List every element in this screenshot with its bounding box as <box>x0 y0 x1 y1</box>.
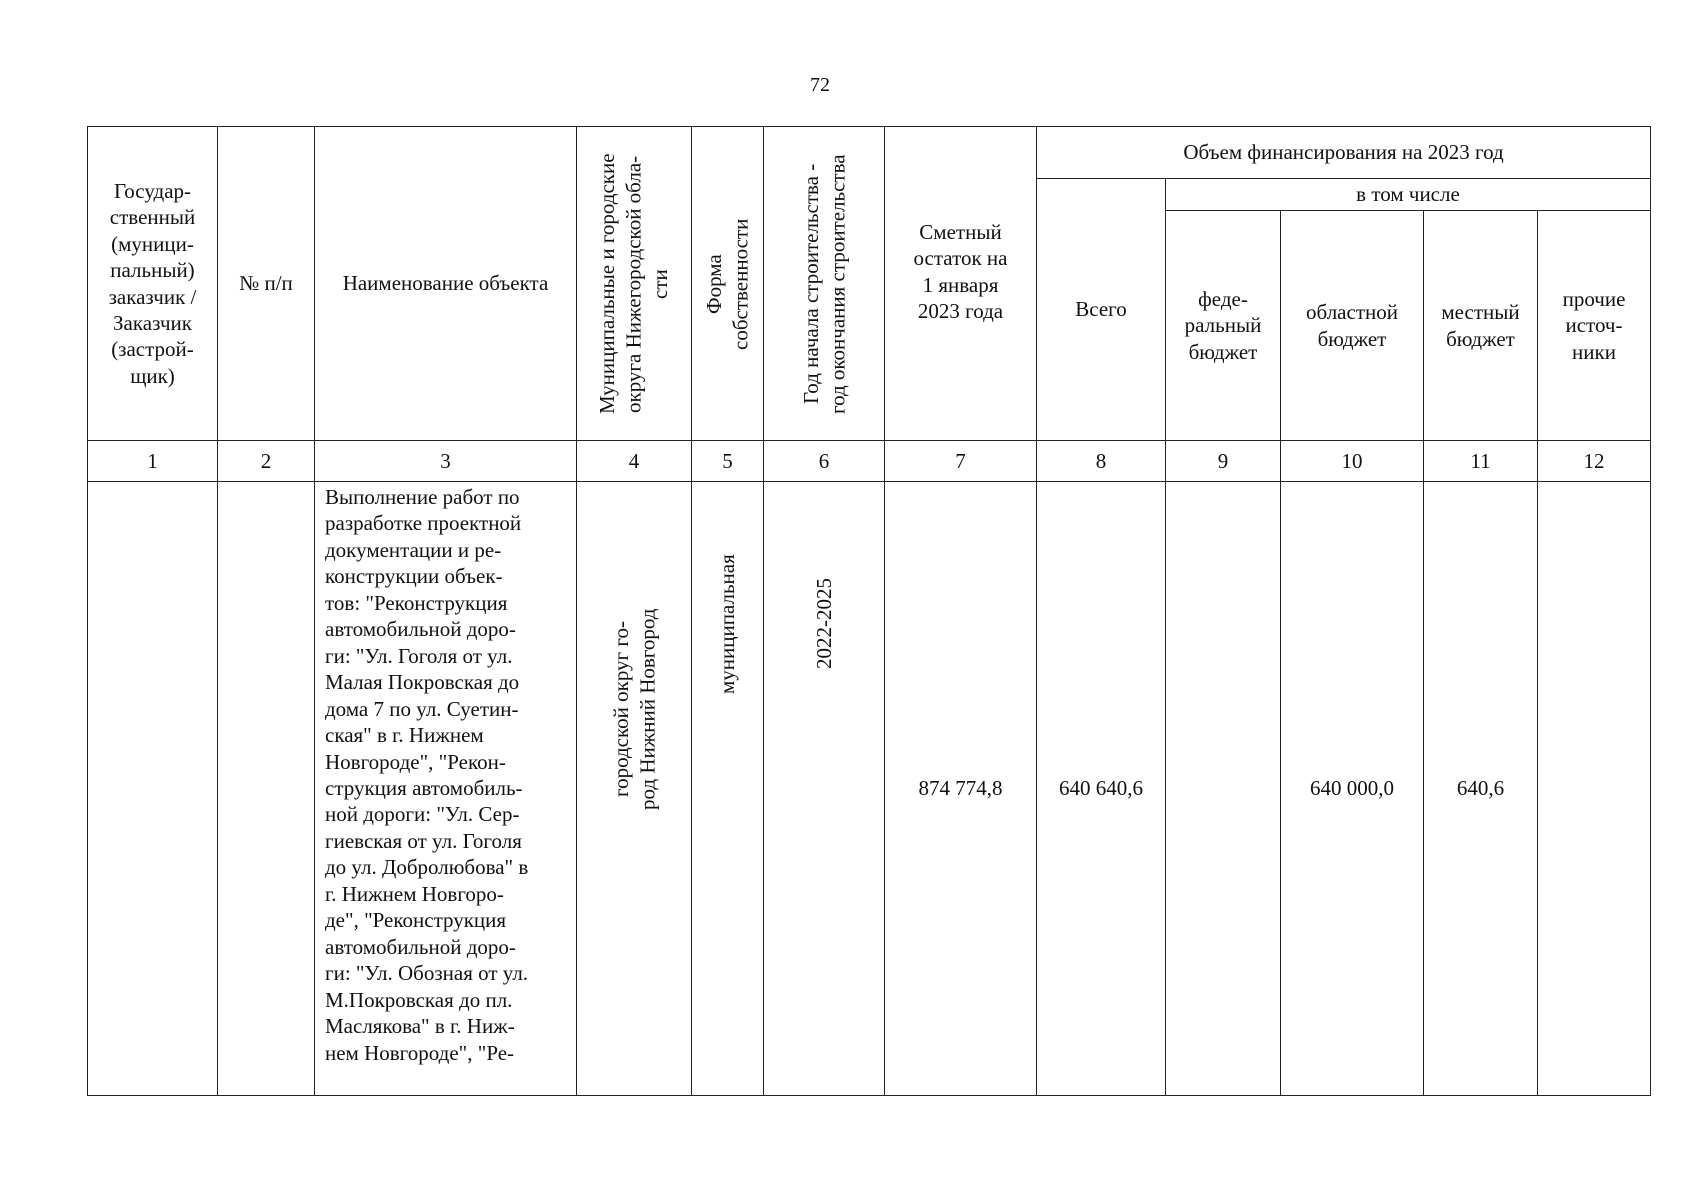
header-municipalities <box>577 127 692 441</box>
cell-row-number <box>218 482 315 1096</box>
cell-customer <box>88 482 218 1096</box>
column-number: 1 <box>88 441 218 482</box>
column-number: 4 <box>577 441 692 482</box>
cell-local: 640,6 <box>1424 482 1538 1096</box>
header-ownership-label: Форма собственности <box>702 217 753 350</box>
column-number: 12 <box>1538 441 1651 482</box>
column-number: 9 <box>1166 441 1281 482</box>
column-number: 6 <box>764 441 885 482</box>
cell-estimated-balance: 874 774,8 <box>885 482 1037 1096</box>
cell-object-name <box>315 482 577 1096</box>
header-financing-group: Объем финансирования на 2023 год <box>1037 127 1651 179</box>
cell-regional: 640 000,0 <box>1281 482 1424 1096</box>
header-local: местный бюджет <box>1424 211 1538 441</box>
ownership-text: муниципальная <box>715 554 740 695</box>
column-number: 5 <box>692 441 764 482</box>
cell-municipality <box>577 482 692 1096</box>
table-row <box>88 482 1651 1096</box>
cell-ownership <box>692 482 764 1096</box>
object-name-text: Выполнение работ по разработке проектной документации и ре- конструкции объек- тов: "Реконструкция автомобильной доро- ги: "Ул. Гоголя от ул. Малая Покровская до дома 7 по ул. Суетин- ская" в г. Нижнем Новгороде", "Рекон- струкция автомобиль- ной дороги: "Ул. Сер- гиевская от ул. Гоголя до ул. Добролюбова" в г. Нижнем Новгоро- де", "Реконструкция автомобильной доро- ги: "Ул. Обозная от ул. М.Покровская до пл. Маслякова" в г. Ниж- нем Новгороде", "Ре- <box>325 485 529 1065</box>
column-number: 11 <box>1424 441 1538 482</box>
financing-table <box>87 126 1651 1096</box>
header-years <box>764 127 885 441</box>
column-number: 10 <box>1281 441 1424 482</box>
header-other: прочие источ- ники <box>1538 211 1651 441</box>
municipality-text: городской округ го- род Нижний Новгород <box>608 608 659 810</box>
column-number-row <box>88 441 1651 482</box>
page-number: 72 <box>810 74 830 96</box>
cell-total: 640 640,6 <box>1037 482 1166 1096</box>
header-including: в том числе <box>1166 179 1651 211</box>
column-number: 2 <box>218 441 315 482</box>
column-number: 7 <box>885 441 1037 482</box>
column-number: 8 <box>1037 441 1166 482</box>
header-total: Всего <box>1037 179 1166 441</box>
years-text: 2022-2025 <box>811 578 836 670</box>
header-row-number: № п/п <box>218 127 315 441</box>
cell-other <box>1538 482 1651 1096</box>
header-ownership <box>692 127 764 441</box>
header-federal: феде- ральный бюджет <box>1166 211 1281 441</box>
header-years-label: Год начала строительства - год окончания строительства <box>798 153 849 414</box>
header-row-1 <box>88 127 1651 179</box>
header-customer: Государ- ственный (муници- пальный) заказчик / Заказчик (застрой- щик) <box>88 127 218 441</box>
header-object-name: Наименование объекта <box>315 127 577 441</box>
header-municipalities-label: Муниципальные и городские округа Нижегородской обла- сти <box>595 153 673 414</box>
cell-federal <box>1166 482 1281 1096</box>
cell-years <box>764 482 885 1096</box>
header-estimated-balance: Сметный остаток на 1 января 2023 года <box>885 127 1037 441</box>
header-regional: областной бюджет <box>1281 211 1424 441</box>
column-number: 3 <box>315 441 577 482</box>
